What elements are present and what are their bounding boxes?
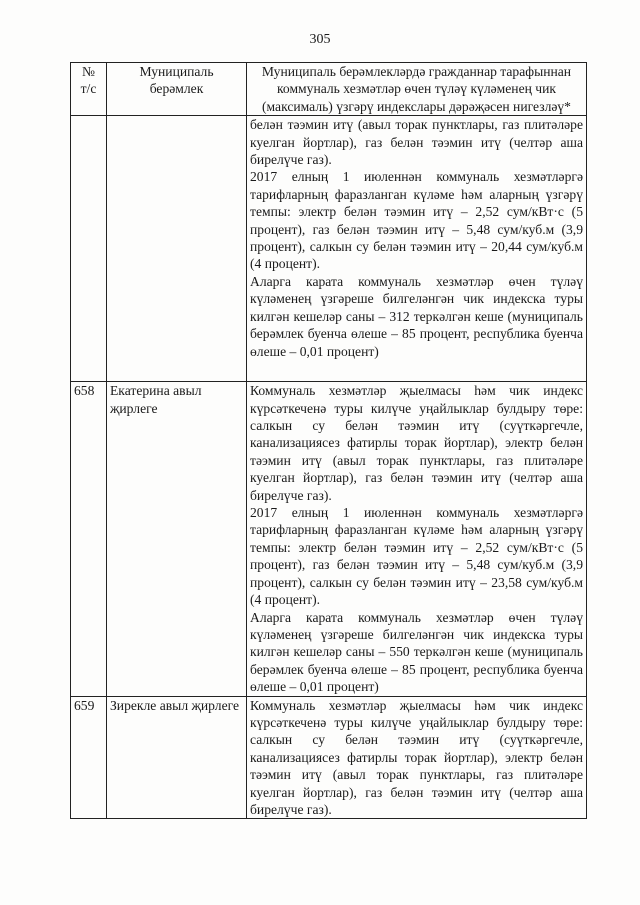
table-row — [71, 696, 587, 819]
row-municipality: Зирекле авыл җирлеге — [107, 696, 247, 819]
paragraph: Коммуналь хезмәтләр җыелмасы һәм чик индекс күрсәткеченә туры килүче уңайлыклар булдыру төре: салкын су белән тәэмин итү (суүткәргечле, канализациясез фатирлы торак йортлар), электр белән тәэмин итү (авыл торак пунктлары, газ плитәләре куелган йортлар), газ белән тәэмин итү (челтәр аша бирелүче газ). — [250, 697, 583, 817]
paragraph: 2017 елның 1 июленнән коммуналь хезмәтләргә тарифларның фаразланган күләме һәм аларның үзгәрү темпы: электр белән тәэмин итү – 2,52 сум/кВт·с (5 процент), газ белән тәэмин итү – 5,48 сум/куб.м (3,9 процент), салкын су белән тәэмин итү – 23,58 сум/куб.м (4 процент). — [250, 505, 583, 608]
paragraph: Коммуналь хезмәтләр җыелмасы һәм чик индекс күрсәткеченә туры килүче уңайлыклар булдыру төре: салкын су белән тәэмин итү (суүткәргечле, канализациясез фатирлы торак йортлар), электр белән тәэмин итү (авыл торак пунктлары, газ плитәләре куелган йортлар), газ белән тәэмин итү (челтәр аша бирелүче газ). — [250, 383, 583, 503]
header-municipality-line2: берәмлек — [149, 81, 204, 97]
header-municipality — [107, 63, 247, 116]
header-no-line2: т/с — [80, 81, 97, 97]
header-municipality-line1: Муниципаль — [139, 64, 214, 79]
index-table — [70, 62, 587, 819]
header-no — [71, 63, 107, 116]
paragraph: Аларга карата коммуналь хезмәтләр өчен түләү күләменең үзгәреше билгеләнгән чик индекска туры килгән кешеләр саны – 312 теркәлгән кеше (муниципаль берәмлек буенча өлеше – 85 процент, республика буенча өлеше – 0,01 процент) — [250, 273, 583, 359]
header-no-line1: № — [82, 64, 95, 79]
row-municipality: Екатерина авыл җирлеге — [107, 382, 247, 696]
paragraph: белән тәэмин итү (авыл торак пунктлары, газ плитәләре куелган йортлар), газ белән тәэмин итү (челтәр аша бирелүче газ). — [250, 117, 583, 168]
row-number: 658 — [71, 382, 107, 696]
row-number: 659 — [71, 696, 107, 819]
row-basis — [247, 116, 587, 382]
paragraph: Аларга карата коммуналь хезмәтләр өчен түләү күләменең үзгәреше билгеләнгән чик индекска туры килгән кешеләр саны – 550 теркәлгән кеше (муниципаль берәмлек буенча өлеше – 85 процент, республика буенча өлеше – 0,01 процент) — [250, 609, 583, 695]
table-header-row — [71, 63, 587, 116]
paragraph: 2017 елның 1 июленнән коммуналь хезмәтләргә тарифларның фаразланган күләме һәм аларның үзгәрү темпы: электр белән тәэмин итү – 2,52 сум/кВт·с (5 процент), газ белән тәэмин итү – 5,48 сум/куб.м (3,9 процент), салкын су белән тәэмин итү – 20,44 сум/куб.м (4 процент). — [250, 169, 583, 272]
header-basis: Муниципаль берәмлекләрдә гражданнар тарафыннан коммуналь хезмәтләр өчен түләү күләменең чик (максималь) үзгәрү индекслары дәрәҗәсен нигезләү* — [247, 63, 587, 116]
table-row — [71, 116, 587, 382]
row-basis — [247, 696, 587, 819]
row-municipality — [107, 116, 247, 382]
row-number — [71, 116, 107, 382]
table-row — [71, 382, 587, 696]
page-number: 305 — [309, 32, 331, 47]
row-basis — [247, 382, 587, 696]
